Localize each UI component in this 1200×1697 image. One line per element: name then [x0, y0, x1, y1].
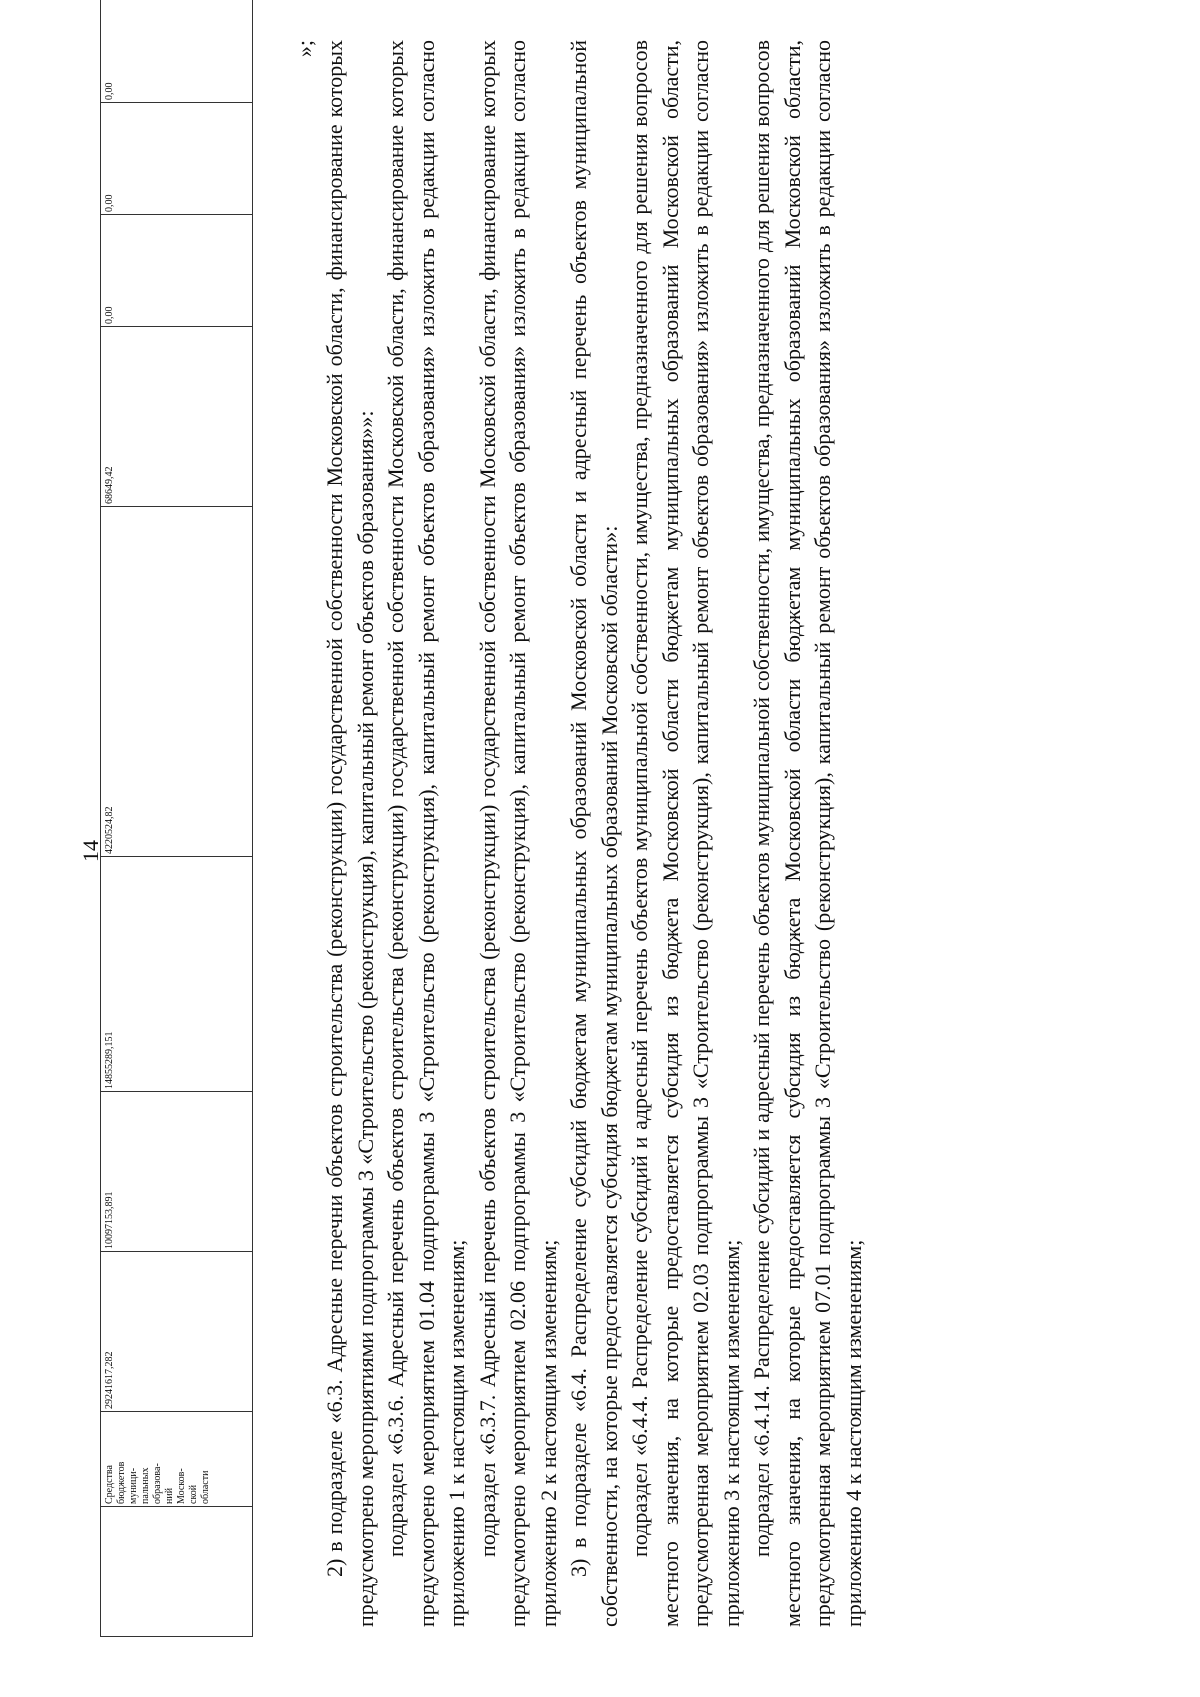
row-label-line: ской [188, 1484, 199, 1504]
table-cell-value: 68649,42 [101, 327, 253, 507]
paragraph: подраздел «6.3.6. Адресный перечень объектов строительства (реконструкции) государственной собственности Московской области, финансирование которых предусмотрено мероприятием 01.04 подпрограммы 3 «Строительство (реконструкция), капитальный ремонт объектов образования» изложить в редакции согласно приложению 1 к настоящим изменениям; [383, 40, 469, 1627]
paragraph: подраздел «6.4.14. Распределение субсидий и адресный перечень объектов муниципальной собственности, имущества, предназначенного для решения вопросов местного значения, на которые предоставляется субсидия из бюджета Московской области бюджетам муниципальных образований Московской области, предусмотренная мероприятием 07.01 подпрограммы 3 «Строительство (реконструкция), капитальный ремонт объектов образования» изложить в редакции согласно приложению 4 к настоящим изменениям; [749, 40, 866, 1627]
table-cell-value: 4220524,82 [101, 507, 253, 857]
closing-quote: »; [292, 40, 317, 58]
table-cell-value: 29241617,282 [101, 1252, 253, 1412]
table-cell-value: 10097153,891 [101, 1092, 253, 1252]
row-label-line: Москов- [176, 1468, 187, 1504]
page-number: 14 [78, 840, 103, 862]
table-cell-value: 14855289,151 [101, 857, 253, 1092]
table-row-label [101, 1412, 253, 1507]
table-cell-value: 0,00 [101, 0, 253, 103]
row-label-line: ний [164, 1487, 175, 1504]
table-cell-value: 0,00 [101, 215, 253, 327]
paragraph: 2) в подразделе «6.3. Адресные перечни объектов строительства (реконструкции) государственной собственности Московской области, финансирование которых предусмотрено мероприятиями подпрограммы 3 «Строительство (реконструкция), капитальный ремонт объектов образования»»: [322, 40, 378, 1627]
paragraph: подраздел «6.3.7. Адресный перечень объектов строительства (реконструкции) государственной собственности Московской области, финансирование которых предусмотрено мероприятием 02.06 подпрограммы 3 «Строительство (реконструкция), капитальный ремонт объектов образования» изложить в редакции согласно приложению 2 к настоящим изменениям; [474, 40, 561, 1627]
row-label-line: Средства [104, 1465, 115, 1504]
paragraph: подраздел «6.4.4. Распределение субсидий и адресный перечень объектов муниципальной собственности, имущества, предназначенного для решения вопросов местного значения, на которые предоставляется субсидия из бюджета Московской области бюджетам муниципальных образований Московской области, предусмотренная мероприятием 02.03 подпрограммы 3 «Строительство (реконструкция), капитальный ремонт объектов образования» изложить в редакции согласно приложению 3 к настоящим изменениям; [627, 40, 744, 1627]
row-label-line: муници- [128, 1467, 139, 1504]
row-label-line: области [200, 1470, 211, 1504]
paragraph: 3) в подразделе «6.4. Распределение субсидий бюджетам муниципальных образований Московской области и адресный перечень объектов муниципальной собственности, на которые предоставляется субсидия бюджетам муниципальных образований Московской области»: [566, 40, 622, 1627]
row-label-line: образова- [152, 1463, 163, 1504]
row-label-line: бюджетов [116, 1461, 127, 1504]
table-cell-value: 0,00 [101, 103, 253, 215]
budget-table [100, 0, 253, 1637]
row-label-line: пальных [140, 1467, 151, 1504]
document-body [290, 40, 869, 1627]
table-cell-empty [101, 1507, 253, 1637]
